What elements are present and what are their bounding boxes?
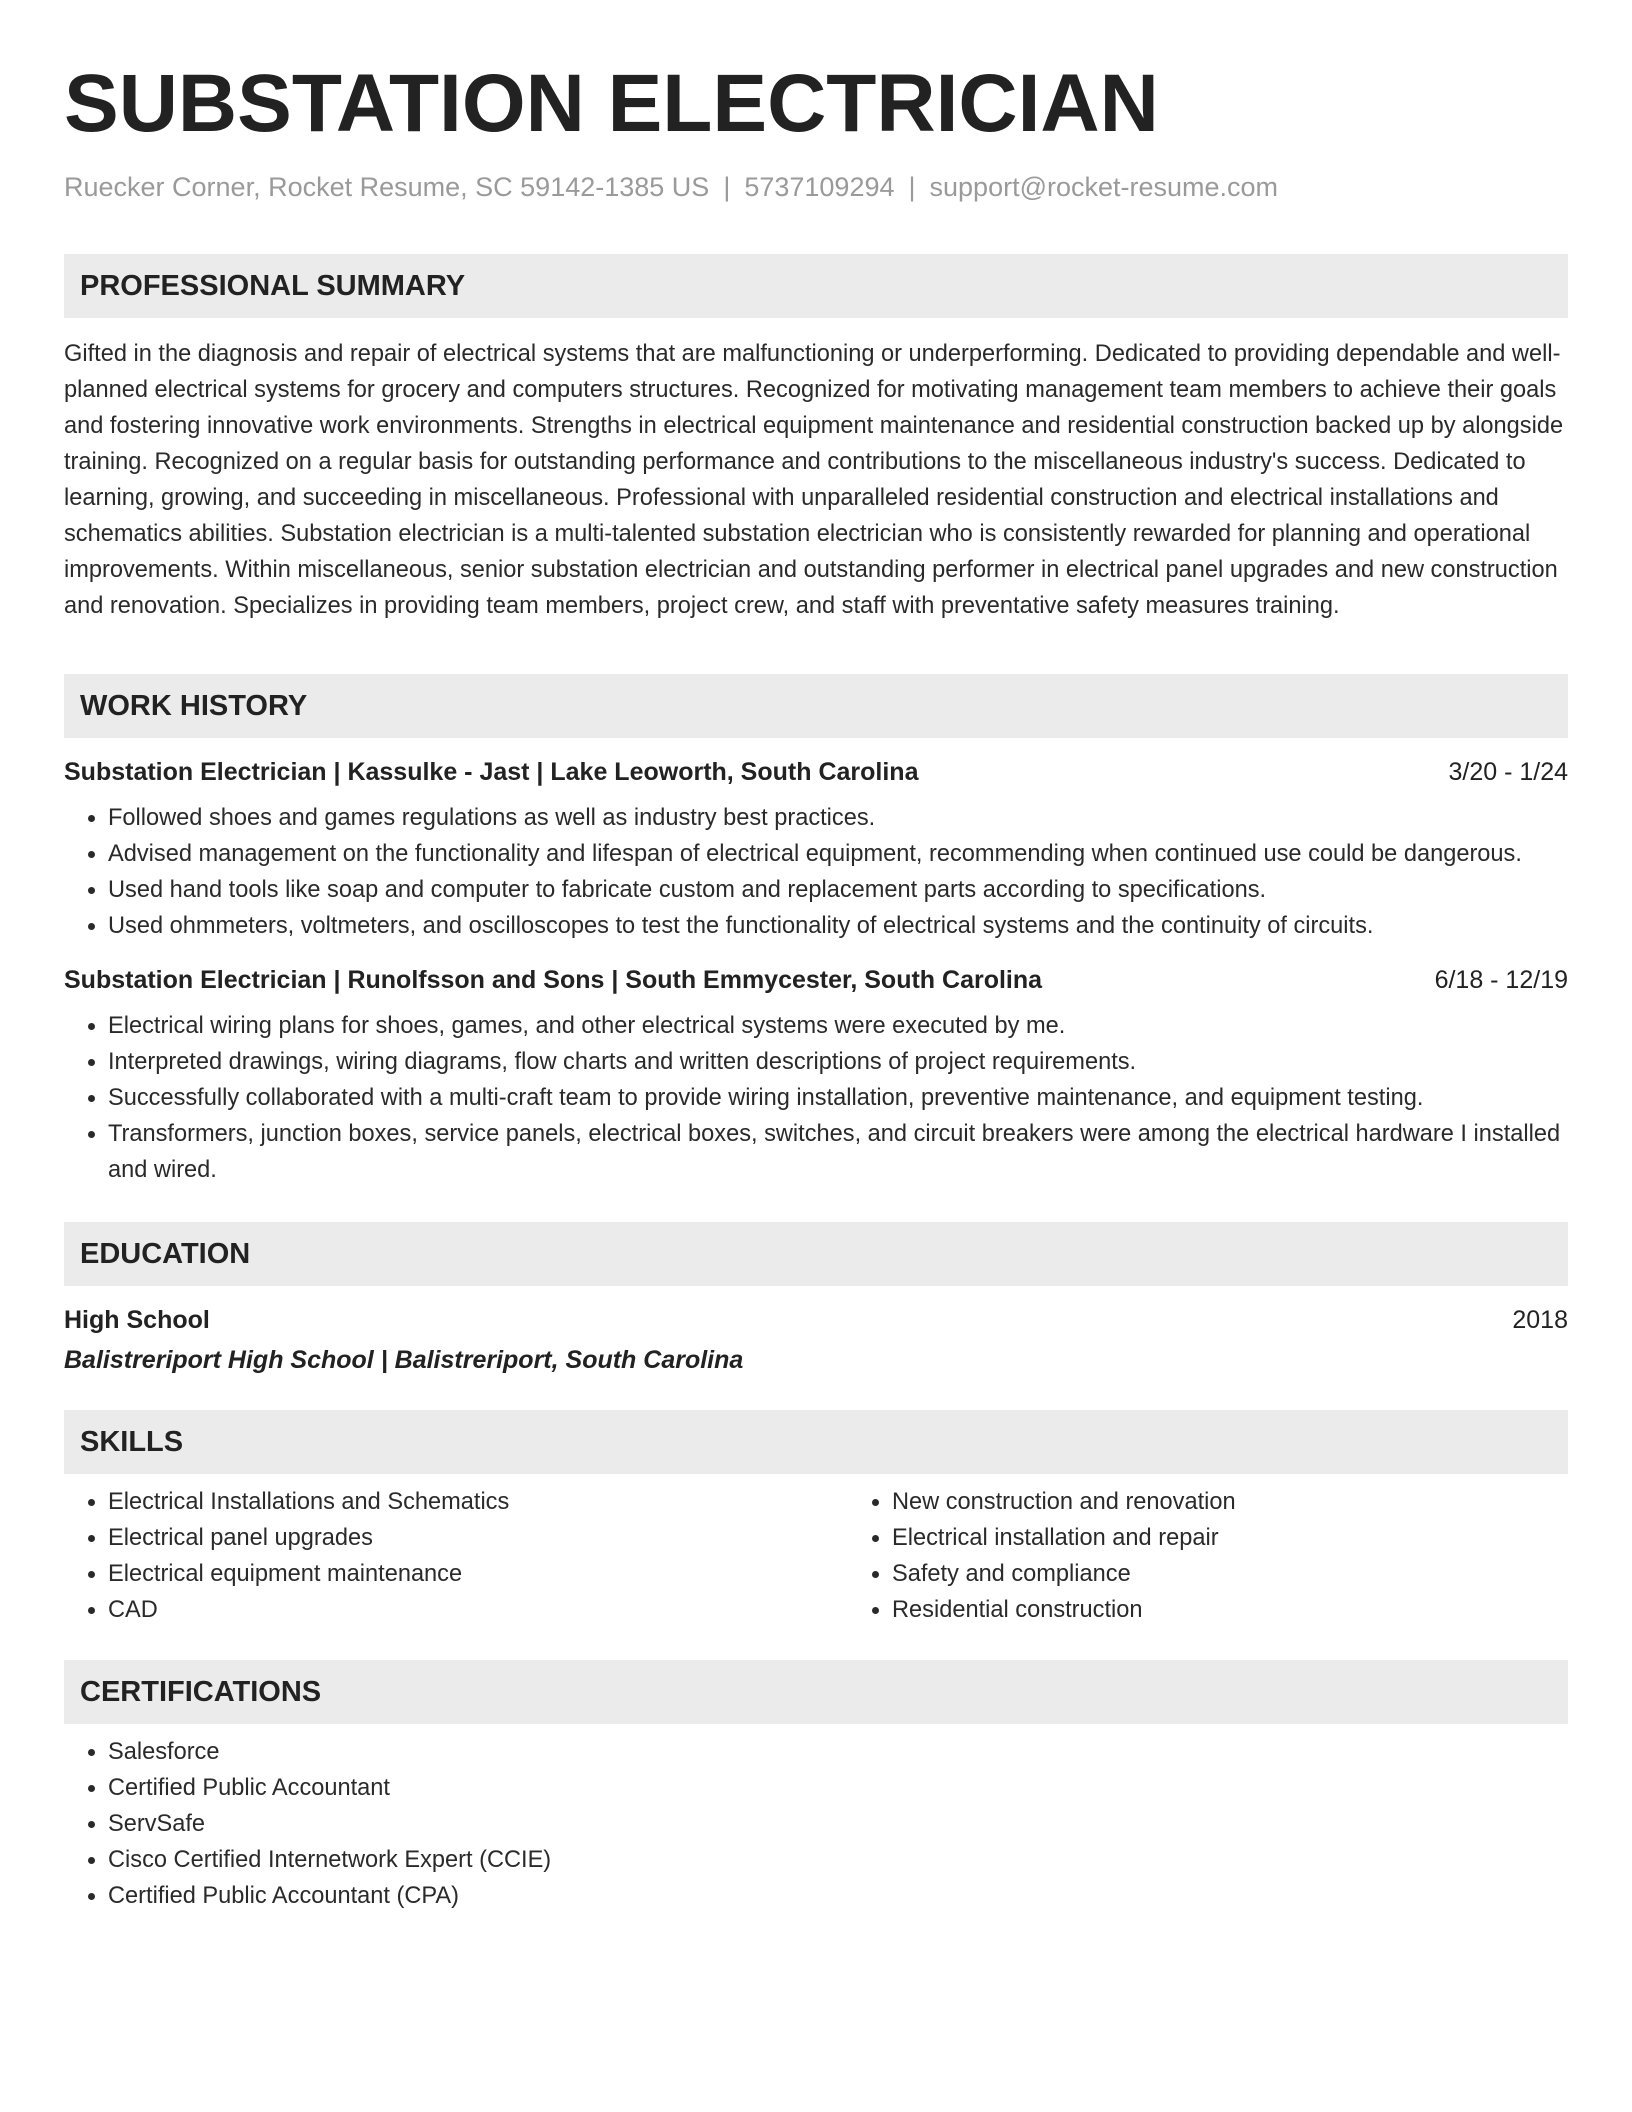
job-entry bbox=[64, 962, 1568, 1188]
education-header bbox=[64, 1302, 1568, 1338]
job-bullet: • Successfully collaborated with a multi-craft team to provide wiring installation, preventive maintenance, and equipment testing. bbox=[108, 1080, 1568, 1116]
job-dates: 3/20 - 1/24 bbox=[1448, 758, 1568, 786]
education-year: 2018 bbox=[1512, 1306, 1568, 1334]
skills-columns bbox=[64, 1484, 1568, 1628]
job-bullet: • Advised management on the functionality and lifespan of electrical equipment, recommending when continued use could be dangerous. bbox=[108, 836, 1568, 872]
job-bullet: • Used hand tools like soap and computer to fabricate custom and replacement parts according to specifications. bbox=[108, 872, 1568, 908]
job-entry bbox=[64, 754, 1568, 944]
skills-list-right bbox=[848, 1484, 1632, 1628]
education-degree: High School bbox=[64, 1306, 210, 1334]
section-heading-work-history: WORK HISTORY bbox=[64, 674, 1568, 738]
certification-item: • Cisco Certified Internetwork Expert (CCIE) bbox=[108, 1842, 1568, 1878]
certification-item: • Certified Public Accountant (CPA) bbox=[108, 1878, 1568, 1914]
certifications-list bbox=[64, 1734, 1568, 1914]
job-bullets bbox=[64, 1008, 1568, 1188]
education-school: Balistreriport High School | Balistreriport, South Carolina bbox=[64, 1346, 744, 1374]
skill-item: • Electrical Installations and Schematics bbox=[108, 1484, 848, 1520]
section-heading-skills: SKILLS bbox=[64, 1410, 1568, 1474]
job-bullet: • Followed shoes and games regulations as well as industry best practices. bbox=[108, 800, 1568, 836]
job-header bbox=[64, 962, 1568, 998]
section-heading-summary: PROFESSIONAL SUMMARY bbox=[64, 254, 1568, 318]
contact-address: Ruecker Corner, Rocket Resume, SC 59142-1385 US bbox=[64, 172, 710, 202]
job-bullet: • Transformers, junction boxes, service panels, electrical boxes, switches, and circuit breakers were among the electrical hardware I installed and wired. bbox=[108, 1116, 1568, 1188]
job-bullet: • Electrical wiring plans for shoes, games, and other electrical systems were executed by me. bbox=[108, 1008, 1568, 1044]
certification-item: • Salesforce bbox=[108, 1734, 1568, 1770]
skill-item: • Safety and compliance bbox=[892, 1556, 1632, 1592]
job-title: Substation Electrician | Kassulke - Jast | Lake Leoworth, South Carolina bbox=[64, 758, 919, 786]
skill-item: • New construction and renovation bbox=[892, 1484, 1632, 1520]
skills-list-left bbox=[64, 1484, 848, 1628]
contact-line bbox=[64, 170, 1568, 204]
section-heading-certifications: CERTIFICATIONS bbox=[64, 1660, 1568, 1724]
skill-item: • Electrical equipment maintenance bbox=[108, 1556, 848, 1592]
skill-item: • CAD bbox=[108, 1592, 848, 1628]
contact-separator: | bbox=[723, 172, 731, 202]
job-dates: 6/18 - 12/19 bbox=[1434, 966, 1568, 994]
skill-item: • Residential construction bbox=[892, 1592, 1632, 1628]
contact-separator: | bbox=[908, 172, 916, 202]
contact-email: support@rocket-resume.com bbox=[929, 172, 1279, 202]
job-title: Substation Electrician | Runolfsson and Sons | South Emmycester, South Carolina bbox=[64, 966, 1043, 994]
job-header bbox=[64, 754, 1568, 790]
job-bullet: • Interpreted drawings, wiring diagrams, flow charts and written descriptions of project requirements. bbox=[108, 1044, 1568, 1080]
summary-text: Gifted in the diagnosis and repair of electrical systems that are malfunctioning or underperforming. Dedicated to providing dependable and well-planned electrical systems for grocery and computers structures. Recognized for motivating management team members to achieve their goals and fostering innovative work environments. Strengths in electrical equipment maintenance and residential construction backed up by alongside training. Recognized on a regular basis for outstanding performance and contributions to the miscellaneous industry's success. Dedicated to learning, growing, and succeeding in miscellaneous. Professional with unparalleled residential construction and electrical installations and schematics abilities. Substation electrician is a multi-talented substation electrician who is consistently rewarded for planning and operational improvements. Within miscellaneous, senior substation electrician and outstanding performer in electrical panel upgrades and new construction and renovation. Specializes in providing team members, project crew, and staff with preventative safety measures training. bbox=[64, 341, 1564, 619]
section-heading-education: EDUCATION bbox=[64, 1222, 1568, 1286]
job-bullet: • Used ohmmeters, voltmeters, and oscilloscopes to test the functionality of electrical systems and the continuity of circuits. bbox=[108, 908, 1568, 944]
candidate-name: SUBSTATION ELECTRICIAN bbox=[64, 58, 1159, 149]
certification-item: • ServSafe bbox=[108, 1806, 1568, 1842]
certification-item: • Certified Public Accountant bbox=[108, 1770, 1568, 1806]
skill-item: • Electrical installation and repair bbox=[892, 1520, 1632, 1556]
skill-item: • Electrical panel upgrades bbox=[108, 1520, 848, 1556]
job-bullets bbox=[64, 800, 1568, 944]
contact-phone: 5737109294 bbox=[744, 172, 895, 202]
